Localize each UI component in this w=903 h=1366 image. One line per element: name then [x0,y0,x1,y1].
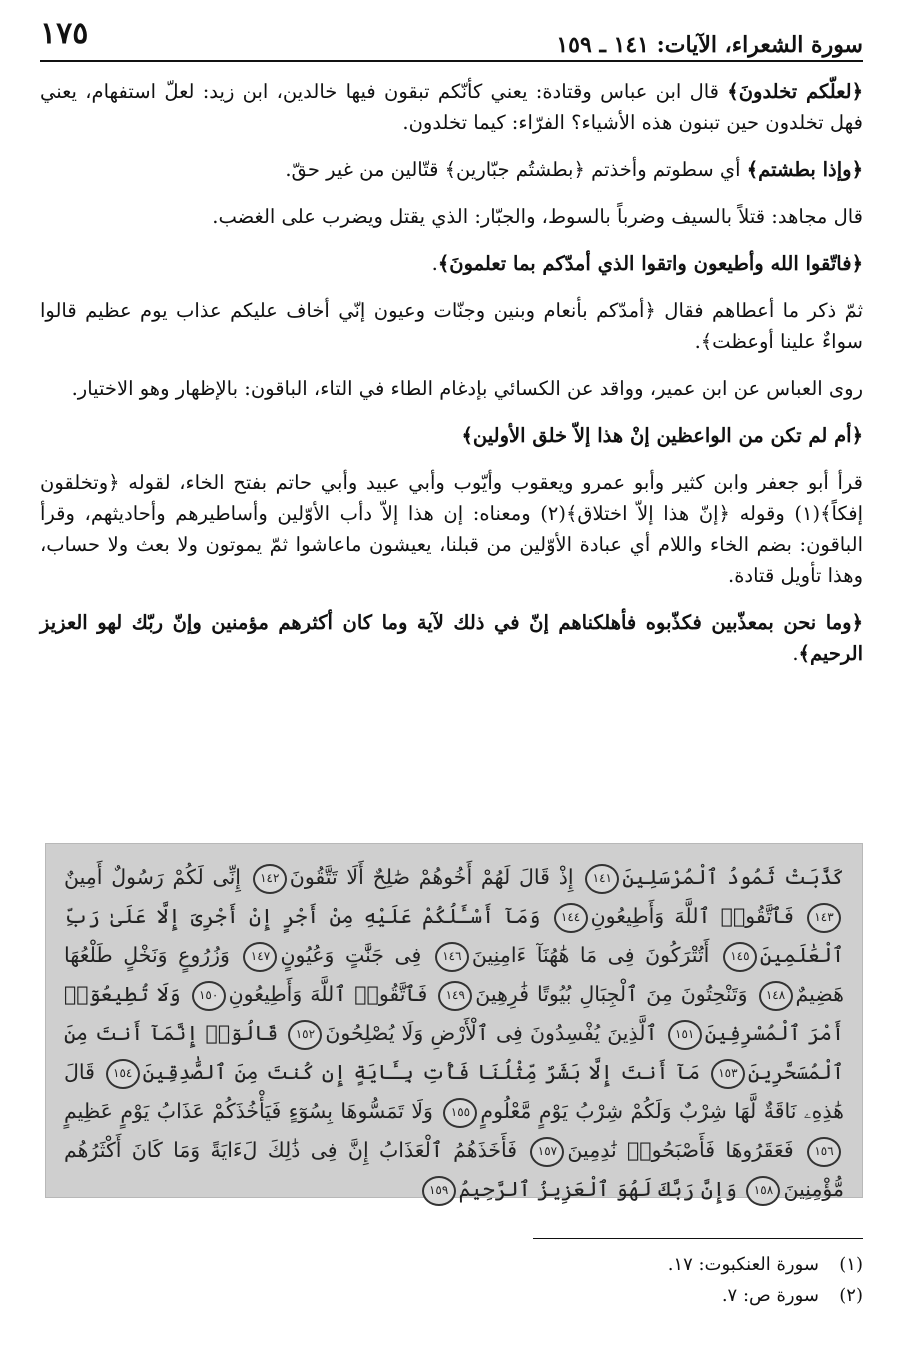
footnote-divider [533,1238,863,1239]
verse-number-marker: ١٥١ [668,1020,702,1050]
verse-number-marker: ١٥٦ [807,1137,841,1167]
paragraph-text: ثمّ ذكر ما أعطاهم فقال ﴿أمدّكم بأنعام وبنين وجنّات وعيون إنّي أخاف عليكم عذاب يوم عظيم قالوا سواءٌ علينا أوعظت﴾. [40,299,863,353]
verse-number-marker: ١٥٨ [746,1176,780,1206]
quranic-quote: ﴿وإذا بطشتم﴾ [746,158,863,181]
verse-text: ٱلَّذِينَ يُفْسِدُونَ فِى ٱلْأَرْضِ وَلَا يُصْلِحُونَ [325,1021,658,1045]
verse-number-marker: ١٤٣ [807,903,841,933]
quran-verses-block [45,843,863,1201]
commentary-text [40,76,863,685]
verse-number-marker: ١٤٢ [253,864,287,894]
verse-text: إِنِّى لَكُمْ رَسُولٌ أَمِينٌ [64,865,241,889]
quranic-quote: ﴿لعلّكم تخلدونَ﴾ [727,80,863,103]
verse-text: قَالُوٓا۟ إِنَّمَآ أَنتَ مِنَ ٱلْمُسَحَّرِينَ [64,1021,844,1084]
paragraph-text: روى العباس عن ابن عمير، وواقد عن الكسائي بإدغام الطاء في التاء، الباقون: بالإظهار وهو الاختيار. [71,377,863,400]
footnote [40,1249,863,1280]
paragraph-text: . [792,642,799,665]
verse-number-marker: ١٥٢ [288,1020,322,1050]
commentary-paragraph [40,201,863,232]
verse-text: فَٱتَّقُوا۟ ٱللَّهَ وَأَطِيعُونِ [590,904,794,928]
paragraph-text: قال مجاهد: قتلاً بالسيف وضرباً بالسوط، والجبّار: الذي يقتل ويضرب على الغضب. [212,205,863,228]
verse-text: كَذَّبَتْ ثَمُودُ ٱلْمُرْسَلِينَ [622,865,845,889]
quranic-quote: ﴿وما نحن بمعذّبين فكذّبوه فأهلكناهم إنّ في ذلك لآية وما كان أكثرهم مؤمنين وإنّ ربّك لهو العزيز الرحيم﴾ [40,611,863,665]
footnote [40,1280,863,1311]
commentary-paragraph [40,76,863,138]
commentary-paragraph [40,373,863,404]
verse-number-marker: ١٥٤ [106,1059,140,1089]
commentary-paragraph [40,607,863,669]
commentary-paragraph [40,420,863,451]
verse-text: فَأَخَذَهُمُ ٱلْعَذَابُ إِنَّ فِى ذَٰلِكَ لَءَايَةً وَمَا كَانَ أَكْثَرُهُم مُّؤْمِنِينَ [64,1138,844,1201]
page-number: ١٧٥ [40,16,89,51]
verse-number-marker: ١٤٦ [435,942,469,972]
verse-number-marker: ١٥٩ [422,1176,456,1206]
commentary-paragraph [40,467,863,591]
verse-number-marker: ١٤٥ [723,942,757,972]
verse-number-marker: ١٤٧ [243,942,277,972]
footnote-text: سورة العنكبوت: ١٧. [667,1254,819,1275]
verse-text: فِى جَنَّٰتٍ وَعُيُونٍ [280,943,422,967]
verse-text: فَعَقَرُوهَا فَأَصْبَحُوا۟ نَٰدِمِينَ [567,1138,794,1162]
verse-number-marker: ١٥٣ [711,1059,745,1089]
verse-text: وَلَا تُطِيعُوٓا۟ أَمْرَ ٱلْمُسْرِفِينَ [64,982,844,1045]
verse-text: وَزُرُوعٍ وَنَخْلٍ طَلْعُهَا هَضِيمٌ [64,943,844,1006]
verse-text: وَلَا تَمَسُّوهَا بِسُوٓءٍ فَيَأْخُذَكُمْ عَذَابُ يَوْمٍ عَظِيمٍ [64,1099,433,1123]
surah-title: سورة الشعراء، الآيات: ١٤١ ـ ١٥٩ [556,32,863,58]
verse-text: فَٱتَّقُوا۟ ٱللَّهَ وَأَطِيعُونِ [228,982,428,1006]
commentary-paragraph [40,295,863,357]
verse-text: وَتَنْحِتُونَ مِنَ ٱلْجِبَالِ بُيُوتًا فَٰرِهِينَ [475,982,748,1006]
verse-text: إِذْ قَالَ لَهُمْ أَخُوهُمْ صَٰلِحٌ أَلَا تَتَّقُونَ [289,865,574,889]
footnote-number: (١) [839,1254,863,1275]
verse-number-marker: ١٥٥ [443,1098,477,1128]
verse-number-marker: ١٤١ [585,864,619,894]
verse-number-marker: ١٥٠ [192,981,226,1011]
footnote-number: (٢) [839,1285,863,1306]
quranic-quote: ﴿أم لم تكن من الواعظين إنْ هذا إلاّ خلق الأولين﴾ [461,424,863,447]
commentary-paragraph [40,154,863,185]
verse-number-marker: ١٤٩ [438,981,472,1011]
verse-text: أَتُتْرَكُونَ فِى مَا هَٰهُنَآ ءَامِنِينَ [471,943,710,967]
paragraph-text: أي سطوتم وأخذتم ﴿بطشتُم جبّارين﴾ قتّالين من غير حقّ. [285,158,747,181]
paragraph-text: . [431,252,438,275]
verse-number-marker: ١٥٧ [530,1137,564,1167]
page-header [40,12,863,62]
verse-text: وَإِنَّ رَبَّكَ لَهُوَ ٱلْعَزِيزُ ٱلرَّحِيمُ [458,1177,737,1201]
verse-number-marker: ١٤٨ [759,981,793,1011]
quranic-quote: ﴿فاتّقوا الله وأطيعون واتقوا الذي أمدّكم بما تعلمونَ﴾ [437,252,863,275]
verse-text: وَمَآ أَسْـَٔلُكُمْ عَلَيْهِ مِنْ أَجْرٍ إِنْ أَجْرِىَ إِلَّا عَلَىٰ رَبِّ ٱلْعَٰلَمِينَ [64,904,844,967]
verse-number-marker: ١٤٤ [554,903,588,933]
verse-text: قَالَ هَٰذِهِۦ نَاقَةٌ لَّهَا شِرْبٌ وَلَكُمْ شِرْبُ يَوْمٍ مَّعْلُومٍ [64,1060,844,1123]
verse-text: مَآ أَنتَ إِلَّا بَشَرٌ مِّثْلُنَا فَأْتِ بِـَٔايَةٍ إِن كُنتَ مِنَ ٱلصَّٰدِقِينَ [142,1060,701,1084]
paragraph-text: قرأ أبو جعفر وابن كثير وأبو عمرو ويعقوب وأيّوب وأبي عبيد وأبي حاتم بفتح الخاء، لقوله ﴿وتخلقون إفكاً﴾(١) وقوله ﴿إنّ هذا إلاّ اختلاق﴾(٢) ومعناه: إن هذا إلاّ دأب الأوّلين وأساطيرهم وأحاديثهم، وقرأ الباقون: بضم الخاء واللام أي عبادة الأوّلين من قبلنا، يعيشون ماعاشوا ثمّ يموتون ولا بعث ولا حساب، وهذا تأويل قتادة. [40,471,863,587]
commentary-paragraph [40,248,863,279]
footnotes [40,1249,863,1311]
footnote-text: سورة ص: ٧. [721,1285,819,1306]
paragraph-text: قال ابن عباس وقتادة: يعني كأنّكم تبقون فيها خالدين، ابن زيد: لعلّ استفهام، يعني فهل تخلدون حين تبنون هذه الأشياء؟ الفرّاء: كيما تخلدون. [40,80,863,134]
